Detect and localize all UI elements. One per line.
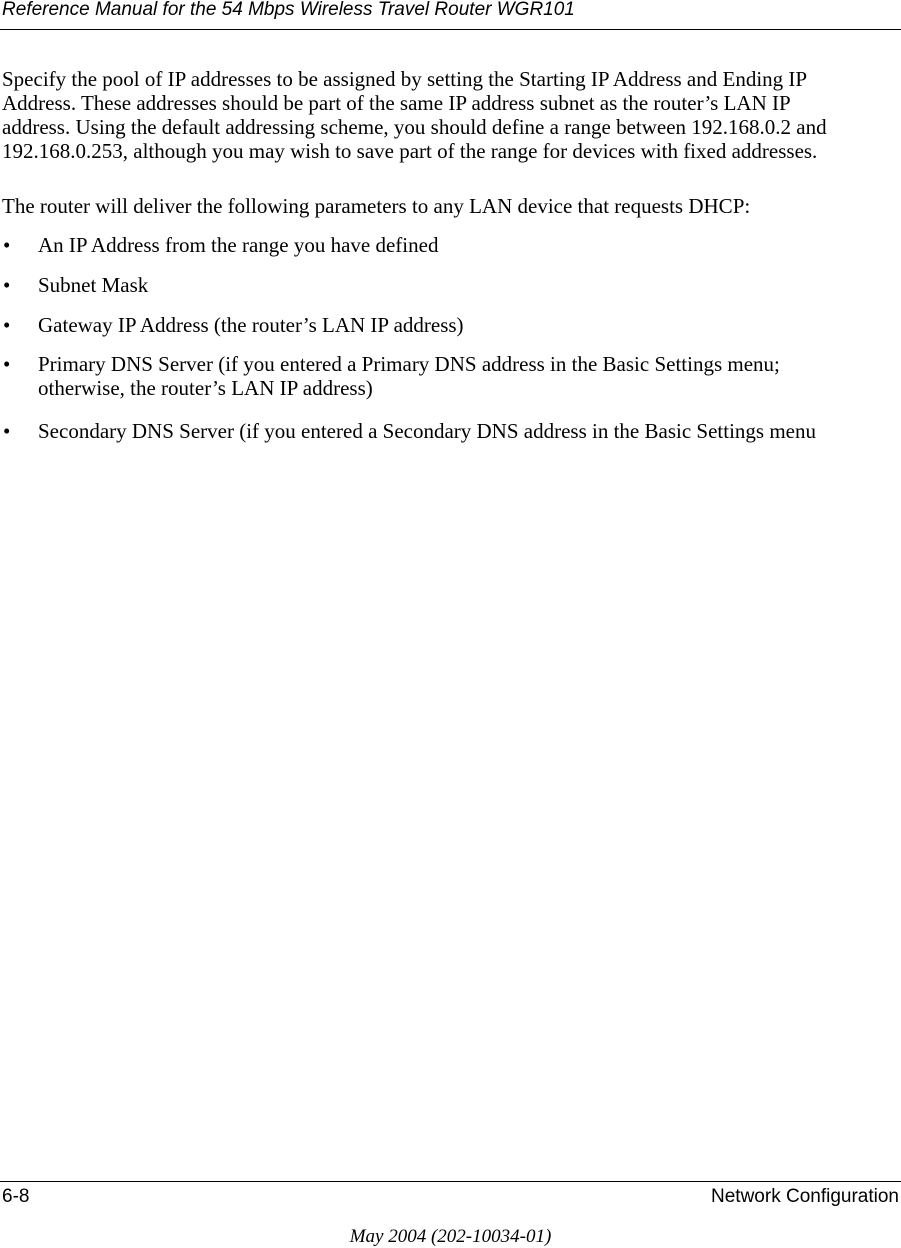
bullet-symbol: • (3, 419, 11, 443)
bullet-text (38, 313, 898, 337)
footer-divider (0, 1181, 901, 1182)
paragraph-line: Specify the pool of IP addresses to be assigned by setting the Starting IP Address and Ending IP (2, 67, 808, 91)
page-header-title: Reference Manual for the 54 Mbps Wireless Travel Router WGR101 (2, 0, 575, 20)
bullet-text (38, 273, 898, 297)
bullet-symbol: • (3, 352, 11, 376)
paragraph-line: 192.168.0.253, although you may wish to save part of the range for devices with fixed addresses. (2, 139, 818, 163)
bullet-line: Primary DNS Server (if you entered a Primary DNS address in the Basic Settings menu; (38, 352, 780, 376)
bullet-line: otherwise, the router’s LAN IP address) (38, 376, 373, 400)
paragraph-ip-pool (2, 67, 900, 163)
bullet-text (38, 419, 898, 443)
bullet-line: Subnet Mask (38, 273, 149, 297)
bullet-symbol: • (3, 273, 11, 297)
bullet-text (38, 352, 898, 400)
paragraph-line: address. Using the default addressing scheme, you should define a range between 192.168.0.2 and (2, 115, 827, 139)
bullet-line: Secondary DNS Server (if you entered a Secondary DNS address in the Basic Settings menu (38, 419, 816, 443)
paragraph-line: Address. These addresses should be part of the same IP address subnet as the router’s LAN IP (2, 91, 791, 115)
footer-date: May 2004 (202-10034-01) (349, 1226, 552, 1247)
bullet-symbol: • (3, 313, 11, 337)
bullet-line: Gateway IP Address (the router’s LAN IP address) (38, 313, 464, 337)
header-divider (0, 29, 901, 30)
bullet-text (38, 233, 898, 257)
paragraph-dhcp-parameters: The router will deliver the following parameters to any LAN device that requests DHCP: (2, 194, 751, 218)
footer-section-title: Network Configuration (711, 1186, 899, 1207)
bullet-line: An IP Address from the range you have defined (38, 233, 439, 257)
footer-page-number: 6-8 (2, 1186, 30, 1207)
bullet-symbol: • (3, 233, 11, 257)
